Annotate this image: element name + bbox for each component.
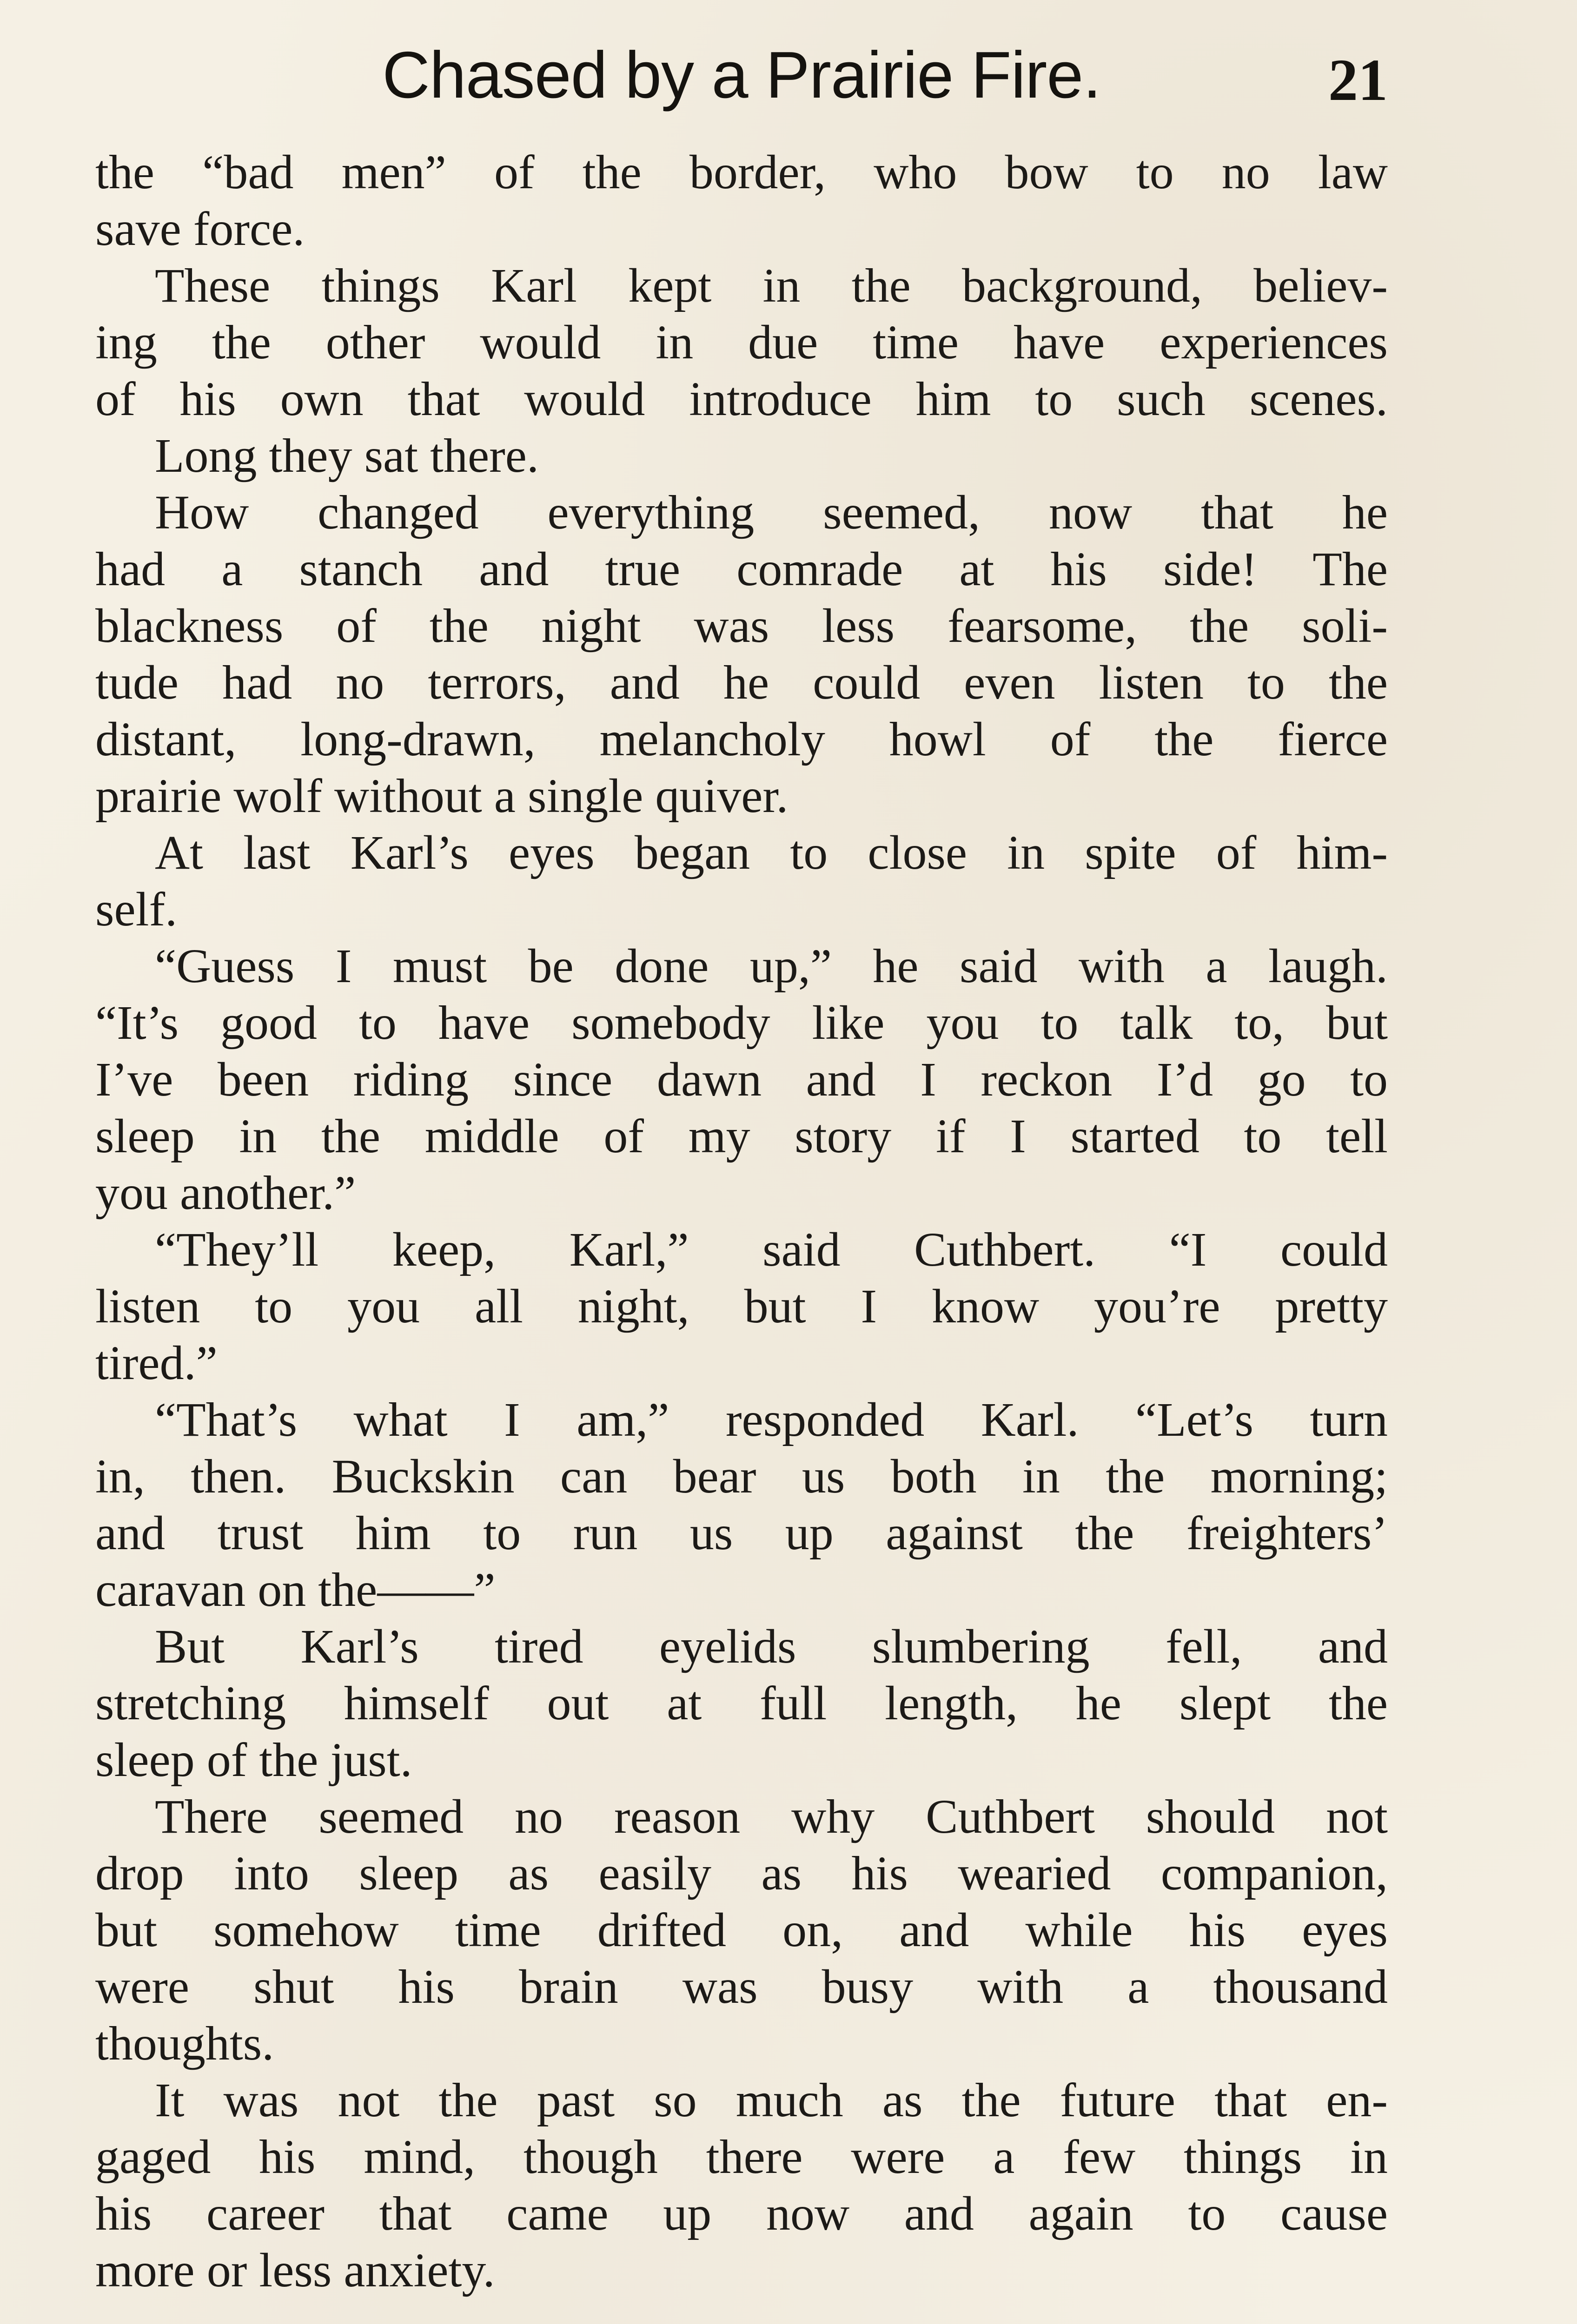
text-line: drop into sleep as easily as his wearied companion, xyxy=(95,1847,1388,1900)
text-line: “They’ll keep, Karl,” said Cuthbert. “I could xyxy=(155,1223,1388,1276)
text-line: sleep of the just. xyxy=(95,1733,412,1787)
text-line: gaged his mind, though there were a few things in xyxy=(95,2130,1388,2184)
text-line: had a stanch and true comrade at his side! The xyxy=(95,542,1388,596)
text-line: “That’s what I am,” responded Karl. “Let’s turn xyxy=(155,1393,1388,1446)
text-line: These things Karl kept in the background, believ- xyxy=(155,259,1388,312)
text-line: of his own that would introduce him to such scenes. xyxy=(95,372,1388,426)
text-line: thoughts. xyxy=(95,2017,274,2070)
text-line: his career that came up now and again to cause xyxy=(95,2187,1388,2240)
text-line: caravan on the——” xyxy=(95,1563,496,1617)
text-line: blackness of the night was less fearsome, the soli- xyxy=(95,599,1388,653)
text-line: but somehow time drifted on, and while his eyes xyxy=(95,1903,1388,1957)
body-text xyxy=(95,144,1388,2299)
text-line: self. xyxy=(95,883,178,936)
page-number: 21 xyxy=(1328,47,1388,113)
running-title: Chased by a Prairie Fire. xyxy=(382,38,1101,112)
text-line: stretching himself out at full length, he slept the xyxy=(95,1677,1388,1730)
text-line: and trust him to run us up against the freighters’ xyxy=(95,1506,1388,1560)
text-line: It was not the past so much as the future that en- xyxy=(155,2073,1388,2127)
text-line: “It’s good to have somebody like you to talk to, but xyxy=(95,996,1388,1050)
text-line: save force. xyxy=(95,202,305,256)
text-line: There seemed no reason why Cuthbert should not xyxy=(155,1790,1388,1843)
text-line: sleep in the middle of my story if I started to tell xyxy=(95,1109,1388,1163)
text-line: in, then. Buckskin can bear us both in the morning; xyxy=(95,1450,1388,1503)
text-line: At last Karl’s eyes began to close in spite of him- xyxy=(155,826,1388,879)
text-line: I’ve been riding since dawn and I reckon I’d go to xyxy=(95,1053,1388,1106)
text-line: more or less anxiety. xyxy=(95,2244,495,2297)
text-line: “Guess I must be done up,” he said with a laugh. xyxy=(155,939,1388,993)
text-line: But Karl’s tired eyelids slumbering fell, and xyxy=(155,1620,1388,1673)
text-line: listen to you all night, but I know you’re pretty xyxy=(95,1280,1388,1333)
text-line: How changed everything seemed, now that he xyxy=(155,486,1388,539)
text-line: prairie wolf without a single quiver. xyxy=(95,769,788,823)
text-line: the “bad men” of the border, who bow to no law xyxy=(95,145,1388,199)
text-line: tired.” xyxy=(95,1336,218,1390)
text-line: tude had no terrors, and he could even listen to the xyxy=(95,656,1388,709)
text-line: Long they sat there. xyxy=(155,429,539,482)
text-line: ing the other would in due time have experiences xyxy=(95,316,1388,369)
running-head xyxy=(95,29,1388,122)
text-line: you another.” xyxy=(95,1166,356,1220)
text-line: distant, long-drawn, melancholy howl of the fierce xyxy=(95,713,1388,766)
text-line: were shut his brain was busy with a thousand xyxy=(95,1960,1388,2014)
